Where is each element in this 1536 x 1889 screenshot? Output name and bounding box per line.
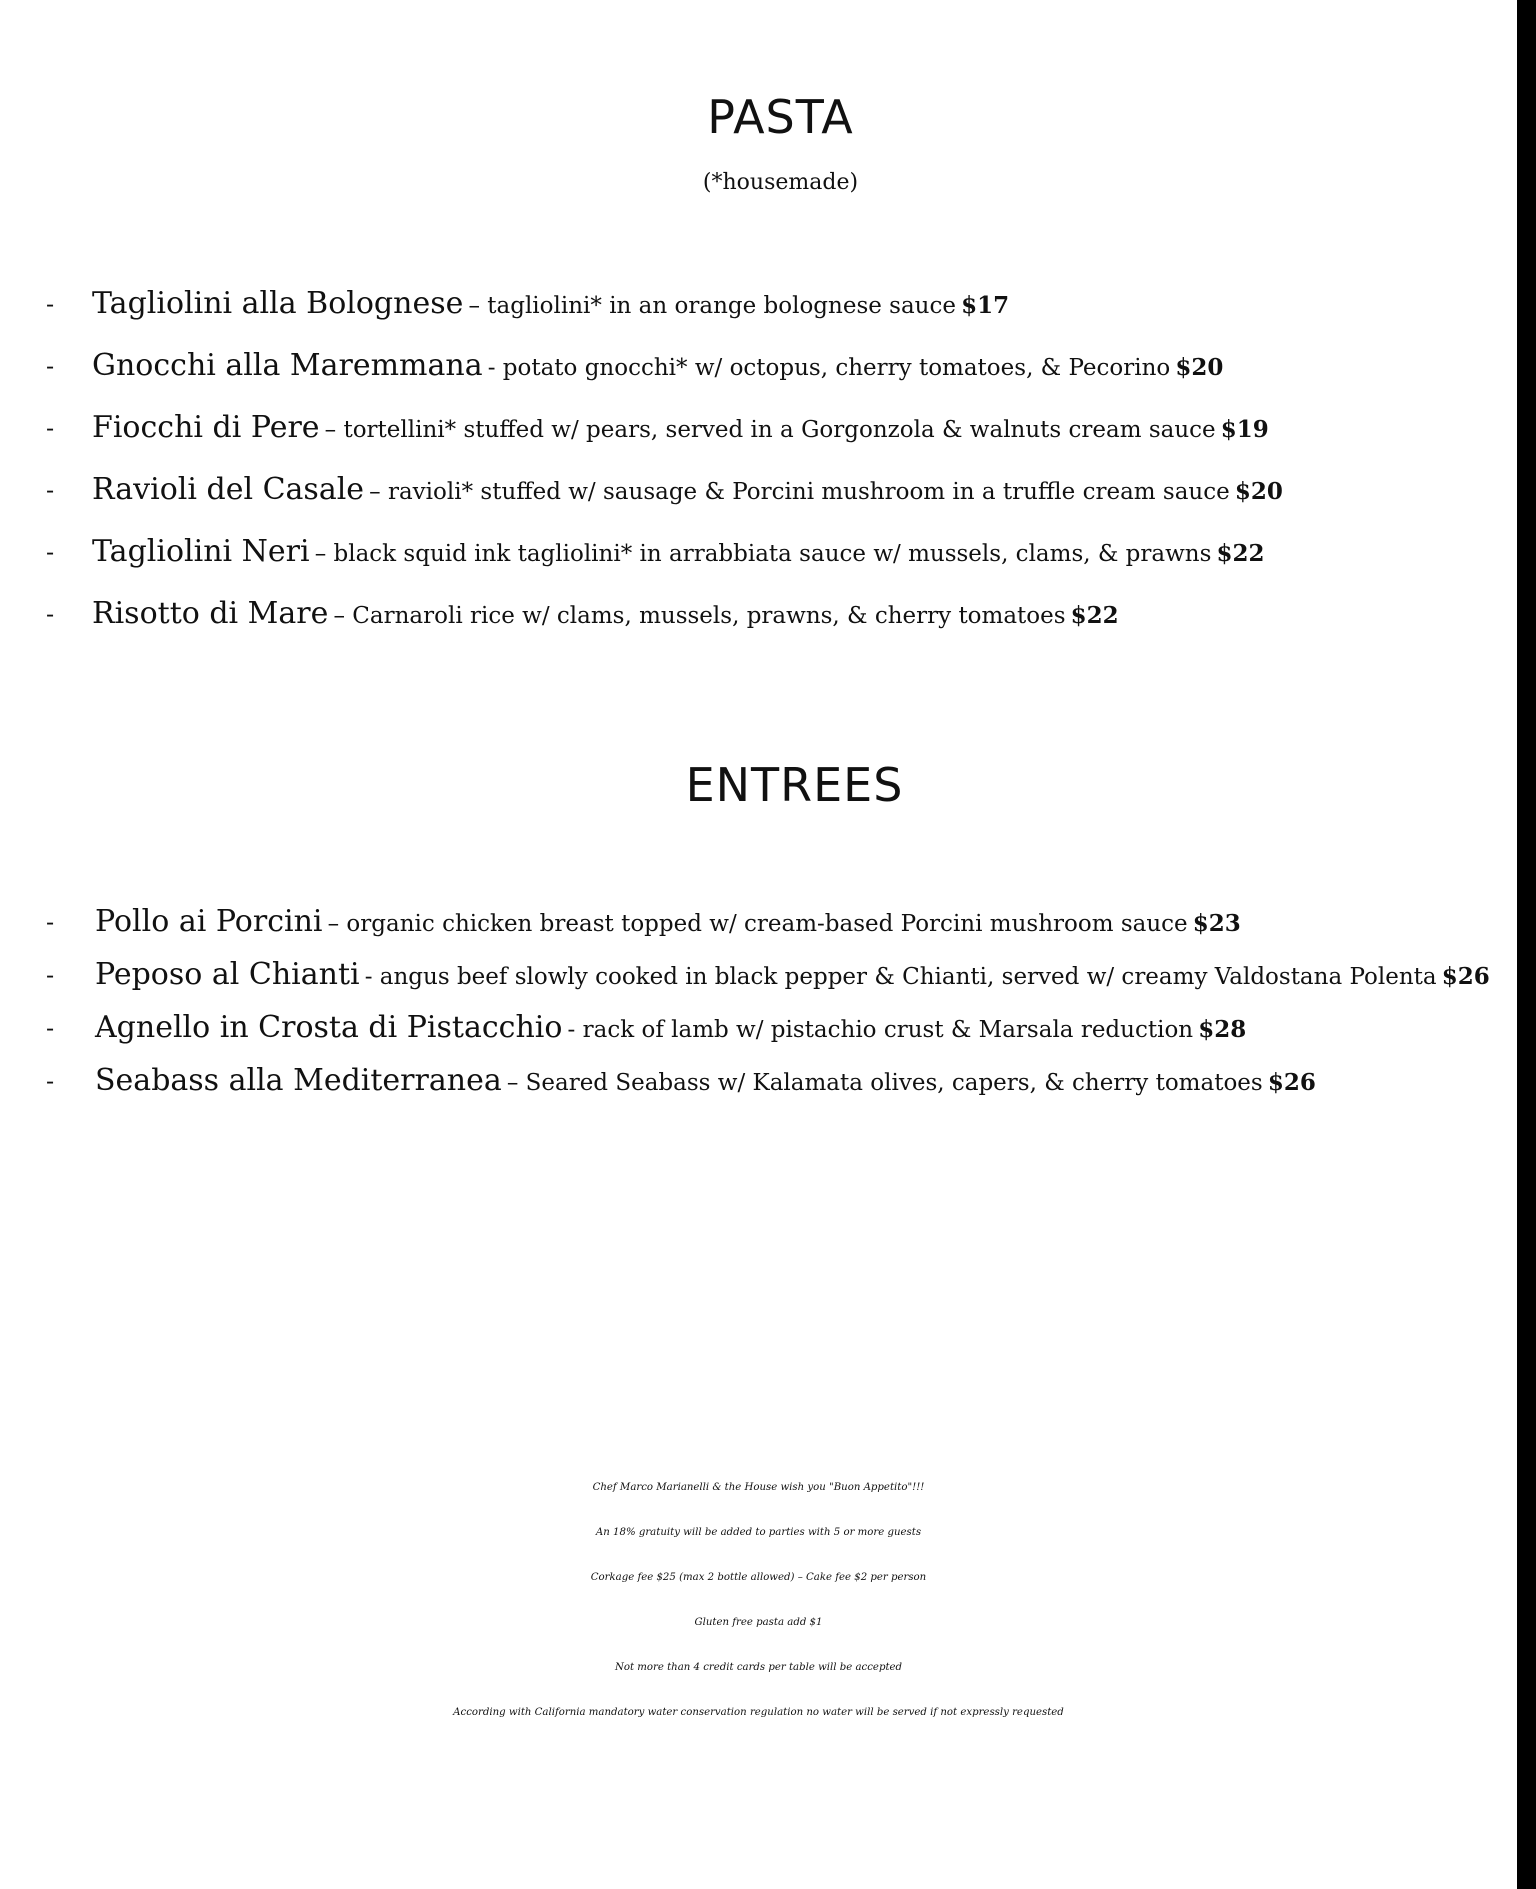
bullet-dash: - (46, 476, 55, 504)
menu-item-price: $22 (1070, 602, 1119, 629)
bullet-dash: - (46, 908, 55, 936)
pasta-list (0, 286, 1517, 658)
menu-item-description: – ravioli* stuffed w/ sausage & Porcini mushroom in a truffle cream sauce (369, 479, 1230, 505)
menu-item-price: $20 (1234, 478, 1283, 505)
bullet-dash: - (46, 1014, 55, 1042)
menu-item-price: $19 (1220, 416, 1269, 443)
menu-item-line (92, 410, 1269, 445)
entrees-list (0, 904, 1517, 1116)
menu-item-name: Seabass alla Mediterranea (95, 1063, 502, 1098)
menu-item-price: $26 (1441, 963, 1490, 990)
menu-item-description: – organic chicken breast topped w/ cream-based Porcini mushroom sauce (327, 911, 1188, 937)
menu-item-line (92, 348, 1223, 383)
menu-item-name: Agnello in Crosta di Pistacchio (95, 1010, 563, 1045)
bullet-dash: - (46, 600, 55, 628)
menu-item-name: Tagliolini alla Bolognese (92, 286, 464, 321)
bullet-dash: - (46, 538, 55, 566)
menu-item (0, 286, 1517, 348)
menu-item-price: $28 (1198, 1016, 1247, 1043)
menu-item-name: Fiocchi di Pere (92, 410, 320, 445)
menu-item (0, 904, 1517, 957)
menu-item-price: $26 (1267, 1069, 1316, 1096)
menu-item-line (92, 286, 1009, 321)
menu-item-line (92, 472, 1283, 507)
menu-item-description: - angus beef slowly cooked in black pepper & Chianti, served w/ creamy Valdostana Polenta (364, 964, 1437, 990)
menu-item-price: $17 (961, 292, 1010, 319)
footer-note: An 18% gratuity will be added to parties with 5 or more guests (595, 1527, 922, 1538)
footer-note: According with California mandatory water conservation regulation no water will be served if not expressly requested (453, 1707, 1064, 1718)
bullet-dash: - (46, 1067, 55, 1095)
pasta-heading: PASTA (707, 90, 854, 144)
menu-item-name: Peposo al Chianti (95, 957, 360, 992)
menu-item-price: $20 (1175, 354, 1224, 381)
menu-item (0, 534, 1517, 596)
bullet-dash: - (46, 961, 55, 989)
pasta-subheading: (*housemade) (702, 170, 859, 195)
footer-note: Gluten free pasta add $1 (694, 1617, 823, 1628)
menu-item-name: Risotto di Mare (92, 596, 329, 631)
menu-item-line (92, 534, 1265, 569)
menu-item (0, 1063, 1517, 1116)
menu-item-line (95, 1063, 1316, 1098)
menu-item-description: - rack of lamb w/ pistachio crust & Marsala reduction (567, 1017, 1194, 1043)
footer-note: Corkage fee $25 (max 2 bottle allowed) – Cake fee $2 per person (590, 1572, 927, 1583)
menu-item (0, 957, 1517, 1010)
menu-item-description: – Seared Seabass w/ Kalamata olives, capers, & cherry tomatoes (506, 1070, 1263, 1096)
bullet-dash: - (46, 414, 55, 442)
menu-item-description: – black squid ink tagliolini* in arrabbiata sauce w/ mussels, clams, & prawns (314, 541, 1212, 567)
menu-item (0, 472, 1517, 534)
menu-item-name: Tagliolini Neri (92, 534, 310, 569)
menu-item-name: Pollo ai Porcini (95, 904, 323, 939)
entrees-heading: ENTREES (685, 758, 904, 812)
footer-notes (0, 1465, 1517, 1735)
menu-item (0, 348, 1517, 410)
footer-note: Not more than 4 credit cards per table will be accepted (614, 1662, 903, 1673)
menu-item-description: – Carnaroli rice w/ clams, mussels, prawns, & cherry tomatoes (333, 603, 1066, 629)
menu-item (0, 1010, 1517, 1063)
menu-item (0, 410, 1517, 472)
menu-item-description: – tortellini* stuffed w/ pears, served in a Gorgonzola & walnuts cream sauce (324, 417, 1216, 443)
menu-item-name: Ravioli del Casale (92, 472, 365, 507)
menu-item-line (95, 904, 1241, 939)
menu-item-description: - potato gnocchi* w/ octopus, cherry tomatoes, & Pecorino (487, 355, 1171, 381)
menu-item (0, 596, 1517, 658)
menu-item-description: – tagliolini* in an orange bolognese sauce (468, 293, 956, 319)
menu-item-line (95, 1010, 1246, 1045)
menu-item-price: $23 (1192, 910, 1241, 937)
menu-item-name: Gnocchi alla Maremmana (92, 348, 483, 383)
menu-item-line (95, 957, 1490, 992)
menu-item-line (92, 596, 1119, 631)
bullet-dash: - (46, 352, 55, 380)
page-edge (1517, 0, 1536, 1889)
menu-item-price: $22 (1216, 540, 1265, 567)
bullet-dash: - (46, 290, 55, 318)
footer-note: Chef Marco Marianelli & the House wish you "Buon Appetito"!!! (592, 1482, 925, 1493)
